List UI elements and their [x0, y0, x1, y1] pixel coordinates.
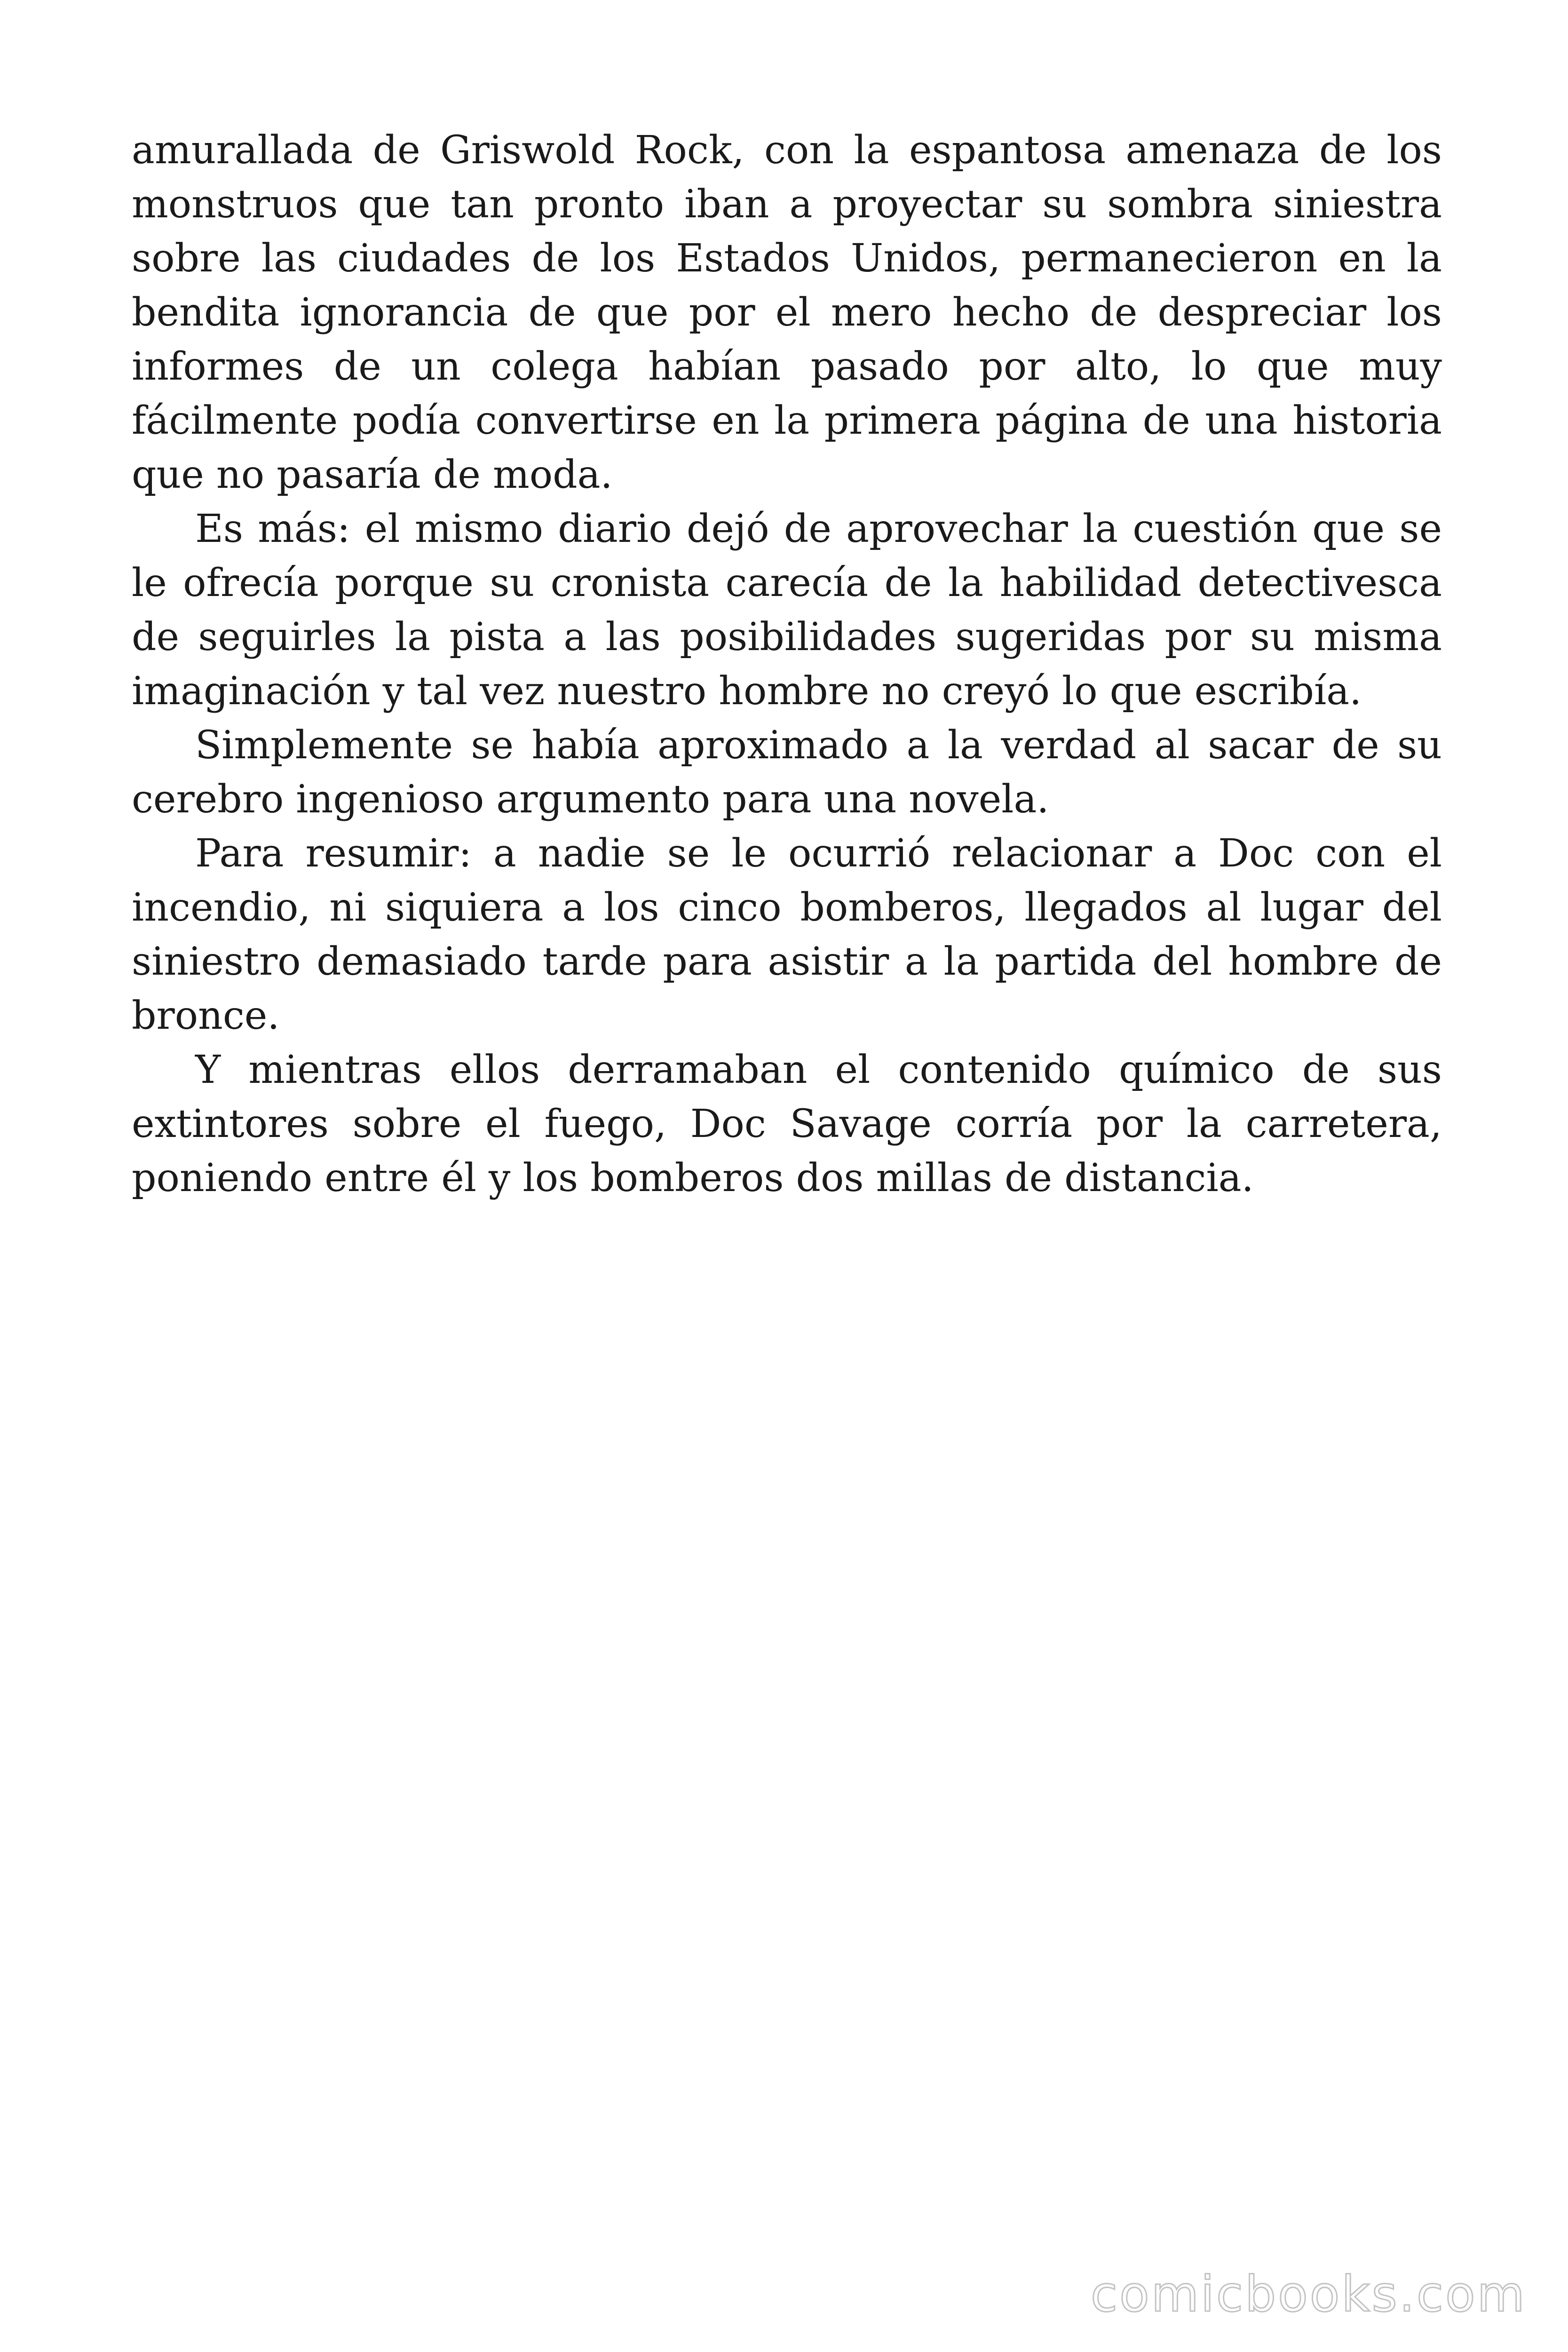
- paragraph-continuation: amurallada de Griswold Rock, con la espantosa amenaza de los monstruos que tan pronto iban a proyectar su sombra siniestra sobre las ciudades de los Estados Unidos, permanecieron en la bendita ignorancia de que por el mero hecho de despreciar los informes de un colega habían pasado por alto, lo que muy fácilmente podía convertirse en la primera página de una historia que no pasaría de moda.: [132, 128, 1442, 497]
- paragraph: Y mientras ellos derramaban el contenido químico de sus extintores sobre el fuego, Doc Savage corría por la carretera, poniendo entre él y los bomberos dos millas de distancia.: [132, 1048, 1442, 1200]
- paragraph: Para resumir: a nadie se le ocurrió relacionar a Doc con el incendio, ni siquiera a los cinco bomberos, llegados al lugar del siniestro demasiado tarde para asistir a la partida del hombre de bronce.: [132, 831, 1442, 1038]
- site-watermark: comicbooks.com: [1090, 2265, 1527, 2323]
- paragraph: Simplemente se había aproximado a la verdad al sacar de su cerebro ingenioso argumento para una novela.: [132, 723, 1442, 822]
- body-text: [132, 123, 1442, 1205]
- paragraph: Es más: el mismo diario dejó de aprovechar la cuestión que se le ofrecía porque su cronista carecía de la habilidad detectivesca de seguirles la pista a las posibilidades sugeridas por su misma imaginación y tal vez nuestro hombre no creyó lo que escribía.: [132, 507, 1442, 714]
